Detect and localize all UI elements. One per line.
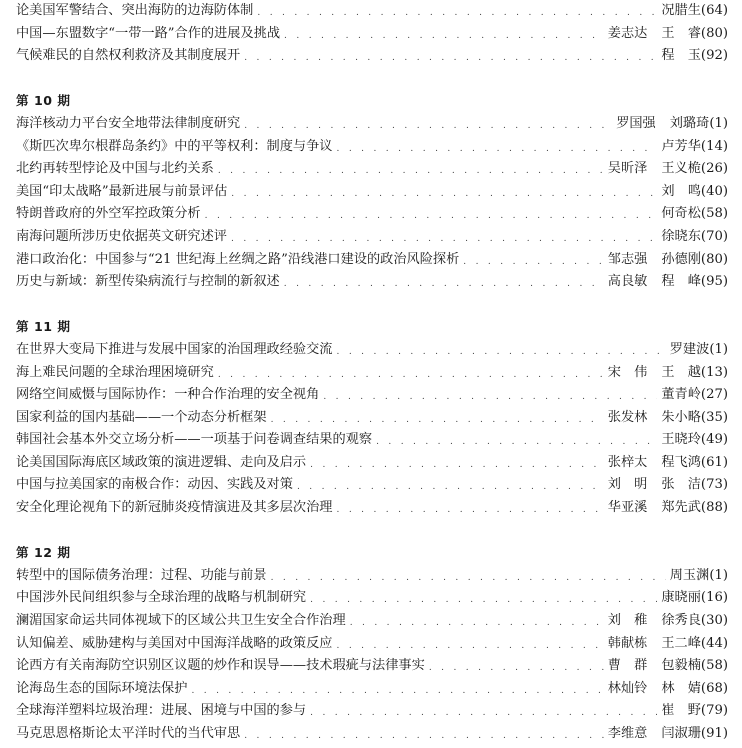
leader-dots — [284, 23, 604, 46]
author: 孙德刚 — [661, 251, 701, 267]
toc-entry[interactable] — [16, 610, 728, 633]
author: 曹 群 — [607, 658, 648, 674]
leader-dots — [310, 700, 657, 723]
author: 王义桅 — [661, 161, 701, 177]
entry-page: (91) — [700, 726, 728, 741]
author: 刘 稚 — [607, 613, 648, 629]
author: 程 峰 — [661, 274, 701, 290]
toc-entry[interactable] — [16, 587, 728, 610]
leader-dots — [218, 362, 604, 385]
entry-page: (88) — [700, 500, 728, 516]
leader-dots — [463, 249, 604, 272]
entry-page: (58) — [700, 206, 728, 222]
author: 况腊生 — [661, 3, 701, 18]
leader-dots — [191, 678, 603, 701]
entry-page: (40) — [700, 183, 728, 199]
entry-page: (68) — [700, 680, 728, 696]
entry-title[interactable]: 《斯匹次卑尔根群岛条约》中的平等权利：制度与争议 — [16, 138, 333, 154]
author: 姜志达 — [607, 25, 648, 41]
leader-dots — [231, 226, 657, 249]
author: 程飞鸿 — [661, 454, 701, 470]
author: 徐晓东 — [661, 228, 701, 244]
entry-page: (27) — [700, 387, 728, 403]
toc-entry[interactable] — [16, 655, 728, 678]
entry-title[interactable]: 论美国国际海底区域政策的演进逻辑、走向及启示 — [16, 454, 307, 470]
entry-title[interactable]: 海上难民问题的全球治理困境研究 — [16, 364, 214, 380]
entry-title[interactable]: 论海岛生态的国际环境法保护 — [16, 680, 188, 696]
entry-authors — [670, 565, 710, 588]
author: 罗国强 — [616, 115, 656, 131]
leader-dots — [284, 271, 604, 294]
entry-page: (44) — [700, 635, 728, 651]
entry-page: (64) — [700, 3, 728, 18]
entry-authors — [661, 0, 701, 23]
entry-authors — [661, 203, 701, 226]
entry-authors — [608, 158, 701, 181]
entry-title[interactable]: 港口政治化：中国参与“21 世纪海上丝绸之路”沿线港口建设的政治风险探析 — [16, 251, 460, 267]
entry-title[interactable]: 国家利益的国内基础——一个动态分析框架 — [16, 409, 267, 425]
author: 董青岭 — [661, 387, 701, 403]
author: 程 玉 — [661, 48, 701, 64]
leader-dots — [337, 497, 604, 520]
entry-authors — [608, 249, 701, 272]
author: 张 洁 — [661, 477, 701, 493]
author: 宋 伟 — [607, 364, 648, 380]
toc-entry[interactable] — [16, 565, 728, 588]
entry-authors — [661, 587, 701, 610]
entry-authors — [616, 113, 709, 136]
entry-page: (30) — [700, 613, 728, 629]
entry-page: (73) — [700, 477, 728, 493]
leader-dots — [350, 610, 604, 633]
toc-entry[interactable] — [16, 497, 728, 520]
entry-authors — [661, 181, 701, 204]
entry-authors — [608, 407, 701, 430]
entry-page: (26) — [700, 161, 728, 177]
entry-authors — [608, 23, 701, 46]
entry-authors — [670, 339, 710, 362]
leader-dots — [337, 339, 666, 362]
toc-entry[interactable] — [16, 113, 728, 136]
entry-title[interactable]: 北约再转型悖论及中国与北约关系 — [16, 161, 214, 177]
issue-section — [16, 316, 728, 519]
leader-dots — [337, 633, 604, 656]
toc-entry[interactable] — [16, 181, 728, 204]
toc-entry[interactable] — [16, 0, 728, 23]
author: 刘 明 — [607, 477, 648, 493]
issue-heading: 第 10 期 — [16, 93, 71, 109]
entry-title[interactable]: 在世界大变局下推进与发展中国家的治国理政经验交流 — [16, 341, 333, 357]
section-gap — [16, 520, 728, 543]
entry-title[interactable]: 网络空间威慑与国际协作：一种合作治理的安全视角 — [16, 387, 320, 403]
toc-entry[interactable] — [16, 429, 728, 452]
leader-dots — [297, 474, 604, 497]
entry-authors — [661, 700, 701, 723]
toc-entry[interactable] — [16, 452, 728, 475]
entry-title[interactable]: 全球海洋塑料垃圾治理：进展、困境与中国的参与 — [16, 703, 307, 719]
entry-authors — [661, 45, 701, 68]
entry-title[interactable]: 转型中的国际债务治理：过程、功能与前景 — [16, 567, 267, 583]
leader-dots — [244, 723, 604, 746]
author: 崔 野 — [661, 703, 701, 719]
entry-title[interactable]: 历史与新域：新型传染病流行与控制的新叙述 — [16, 274, 280, 290]
section-gap — [16, 68, 728, 91]
leader-dots — [271, 407, 604, 430]
entry-title[interactable]: 澜湄国家命运共同体视域下的区域公共卫生安全合作治理 — [16, 613, 346, 629]
entry-page: (49) — [700, 432, 728, 448]
entry-page: (80) — [700, 251, 728, 267]
toc-entry[interactable] — [16, 249, 728, 272]
entry-page: (35) — [700, 409, 728, 425]
entry-title[interactable]: 中国与拉美国家的南极合作：动因、实践及对策 — [16, 477, 293, 493]
entry-page: (61) — [700, 454, 728, 470]
entry-authors — [661, 226, 701, 249]
entry-authors — [661, 429, 701, 452]
entry-authors — [608, 723, 701, 746]
entry-authors — [608, 474, 701, 497]
entry-page: (1) — [709, 115, 728, 131]
author: 朱小略 — [661, 409, 701, 425]
entry-authors — [608, 633, 701, 656]
entry-title[interactable]: 马克思恩格斯论太平洋时代的当代审思 — [16, 726, 241, 741]
author: 郑先武 — [661, 500, 701, 516]
entry-title[interactable]: 论美国军警结合、突出海防的边海防体制 — [16, 3, 254, 18]
author: 包毅楠 — [661, 658, 701, 674]
toc-entry[interactable] — [16, 678, 728, 701]
entry-page: (16) — [700, 590, 728, 606]
toc-entry[interactable] — [16, 203, 728, 226]
top-entries — [16, 0, 728, 68]
toc-entry[interactable] — [16, 474, 728, 497]
entry-authors — [608, 271, 701, 294]
leader-dots — [376, 429, 657, 452]
entry-page: (1) — [709, 567, 728, 583]
author: 韩献栋 — [607, 635, 648, 651]
toc-entry[interactable] — [16, 158, 728, 181]
entry-authors — [661, 136, 701, 159]
entry-page: (58) — [700, 658, 728, 674]
author: 吴昕泽 — [607, 161, 648, 177]
entry-title[interactable]: 特朗普政府的外空军控政策分析 — [16, 206, 201, 222]
author: 王晓玲 — [661, 432, 701, 448]
leader-dots — [218, 158, 604, 181]
author: 卢芳华 — [661, 138, 701, 154]
entry-page: (14) — [700, 138, 728, 154]
author: 王 越 — [661, 364, 701, 380]
entry-authors — [608, 452, 701, 475]
toc-entry[interactable] — [16, 23, 728, 46]
entry-authors — [608, 655, 701, 678]
leader-dots — [205, 203, 658, 226]
toc-entry[interactable] — [16, 226, 728, 249]
author: 王二峰 — [661, 635, 701, 651]
leader-dots — [271, 565, 666, 588]
issue-heading: 第 12 期 — [16, 545, 71, 561]
entry-authors — [608, 497, 701, 520]
entry-authors — [608, 678, 701, 701]
author: 邹志强 — [607, 251, 648, 267]
issue-section — [16, 542, 728, 745]
entry-title[interactable]: 韩国社会基本外交立场分析——一项基于问卷调查结果的观察 — [16, 432, 373, 448]
author: 张梓太 — [607, 454, 648, 470]
leader-dots — [310, 587, 657, 610]
toc-entry[interactable] — [16, 45, 728, 68]
author: 王 睿 — [661, 25, 701, 41]
author: 康晓丽 — [661, 590, 701, 606]
entry-page: (13) — [700, 364, 728, 380]
toc-entry[interactable] — [16, 723, 728, 746]
author: 林 婧 — [661, 680, 701, 696]
toc-entry[interactable] — [16, 407, 728, 430]
entry-title[interactable]: 论西方有关南海防空识别区议题的炒作和误导——技术瑕疵与法律事实 — [16, 658, 425, 674]
leader-dots — [231, 181, 657, 204]
author: 华亚溪 — [607, 500, 648, 516]
author: 罗建波 — [669, 341, 710, 357]
entry-page: (92) — [700, 48, 728, 64]
toc-entry[interactable] — [16, 271, 728, 294]
entry-page: (95) — [700, 274, 728, 290]
author: 徐秀良 — [661, 613, 701, 629]
toc-entry[interactable] — [16, 362, 728, 385]
entry-title[interactable]: 安全化理论视角下的新冠肺炎疫情演进及其多层次治理 — [16, 500, 333, 516]
entry-authors — [661, 384, 701, 407]
author: 周玉渊 — [669, 567, 710, 583]
author: 刘 鸣 — [661, 183, 701, 199]
leader-dots — [337, 136, 658, 159]
entry-title[interactable]: 气候难民的自然权利救济及其制度展开 — [16, 48, 241, 64]
author: 高良敏 — [607, 274, 648, 290]
leader-dots — [310, 452, 604, 475]
entry-page: (80) — [700, 25, 728, 41]
entry-page: (1) — [709, 341, 728, 357]
entry-page: (79) — [700, 703, 728, 719]
entry-title[interactable]: 海洋核动力平台安全地带法律制度研究 — [16, 115, 241, 131]
author: 刘璐琦 — [669, 115, 710, 131]
entry-authors — [608, 610, 701, 633]
entry-title[interactable]: 中国—东盟数字“一带一路”合作的进展及挑战 — [16, 25, 281, 41]
leader-dots — [244, 113, 612, 136]
entry-page: (70) — [700, 228, 728, 244]
entry-authors — [608, 362, 701, 385]
toc-entry[interactable] — [16, 136, 728, 159]
issue-heading: 第 11 期 — [16, 319, 71, 335]
leader-dots — [429, 655, 604, 678]
section-gap — [16, 294, 728, 317]
toc-entry[interactable] — [16, 633, 728, 656]
toc-entry[interactable] — [16, 384, 728, 407]
leader-dots — [244, 45, 657, 68]
toc-entry[interactable] — [16, 700, 728, 723]
entry-title[interactable]: 南海问题所涉历史依据英文研究述评 — [16, 228, 227, 244]
leader-dots — [323, 384, 657, 407]
entry-title[interactable]: 中国涉外民间组织参与全球治理的战略与机制研究 — [16, 590, 307, 606]
toc-entry[interactable] — [16, 339, 728, 362]
entry-title[interactable]: 认知偏差、威胁建构与美国对中国海洋战略的政策反应 — [16, 635, 333, 651]
author: 林灿铃 — [607, 680, 648, 696]
author: 闫淑珊 — [661, 726, 701, 741]
issue-section — [16, 90, 728, 293]
author: 李维意 — [607, 726, 648, 741]
table-of-contents — [16, 0, 728, 746]
author: 何奇松 — [661, 206, 701, 222]
author: 张发林 — [607, 409, 648, 425]
entry-title[interactable]: 美国“印太战略”最新进展与前景评估 — [16, 183, 228, 199]
leader-dots — [257, 0, 657, 23]
